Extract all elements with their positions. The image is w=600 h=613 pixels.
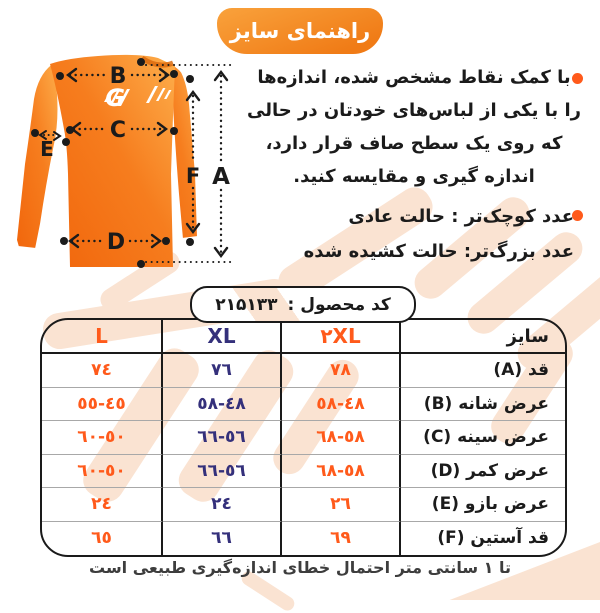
cell-xl: ٥٦-٦٦	[163, 455, 282, 489]
cell-2xl: ٧٨	[282, 354, 401, 388]
cell-l: ٢٤	[42, 488, 163, 522]
shirt-measurement-diagram	[6, 54, 246, 294]
size-guide-title-badge	[217, 8, 383, 54]
row-label: عرض بازو (E)	[401, 488, 565, 522]
row-label: قد آستین (F)	[437, 528, 549, 549]
product-code-label: کد محصول :	[287, 294, 391, 315]
cell-xl: ٢٤	[163, 488, 282, 522]
cell-2xl: ٥٨-٦٨	[282, 421, 401, 455]
cell-2xl: ٦٩	[282, 522, 401, 556]
svg-text:G: G	[105, 84, 125, 112]
cell-xl: ٧٦	[163, 354, 282, 388]
instruction-line: که روی یک سطح صاف قرار دارد،	[265, 133, 563, 154]
table-header-xl: XL	[163, 320, 282, 354]
label-d: D	[106, 230, 126, 255]
label-b: B	[109, 64, 127, 89]
label-c: C	[109, 118, 127, 143]
cell-2xl: ٢٦	[282, 488, 401, 522]
number-legend-paragraph	[234, 199, 574, 269]
legend-line: عدد بزرگ‌تر: حالت کشیده شده	[303, 241, 574, 262]
cell-l: ٥٠-٦٠	[42, 455, 163, 489]
page-title: راهنمای سایز	[229, 19, 371, 43]
label-e: E	[40, 137, 54, 161]
row-label: عرض کمر (D)	[401, 455, 565, 489]
cell-l: ٦٥	[42, 522, 163, 556]
cell-2xl: ٤٨-٥٨	[282, 388, 401, 422]
product-code-value: ۲۱۵۱۳۳	[215, 294, 278, 315]
cell-xl: ٤٨-٥٨	[163, 388, 282, 422]
size-table	[40, 318, 567, 557]
cell-xl: ٦٦	[163, 522, 282, 556]
table-header-2xl: ۲XL	[282, 320, 401, 354]
row-label: قد (A)	[401, 354, 565, 388]
measurement-tolerance-note: تا ۱ سانتی متر احتمال خطای اندازه‌گیری طبیعی است	[89, 558, 511, 577]
label-f: F	[185, 164, 201, 188]
label-a: A	[212, 164, 230, 190]
table-header-l: L	[42, 320, 163, 354]
instruction-paragraph	[240, 61, 588, 193]
row-label: عرض شانه (B)	[401, 388, 565, 422]
product-code-pill	[190, 286, 416, 323]
instruction-line: را با یکی از لباس‌های خودتان در حالی	[246, 100, 581, 121]
cell-2xl: ٥٨-٦٨	[282, 455, 401, 489]
legend-line: عدد کوچک‌تر : حالت عادی	[348, 206, 574, 227]
cell-l: ٥٠-٦٠	[42, 421, 163, 455]
cell-xl: ٥٦-٦٦	[163, 421, 282, 455]
table-header-size: سایز	[401, 320, 565, 354]
cell-l: ٤٥-٥٥	[42, 388, 163, 422]
row-label: عرض سینه (C)	[401, 421, 565, 455]
cell-l: ٧٤	[42, 354, 163, 388]
instruction-line: با کمک نقاط مشخص شده، اندازه‌ها	[257, 67, 571, 88]
instruction-line: اندازه گیری و مقایسه کنید.	[293, 166, 535, 187]
